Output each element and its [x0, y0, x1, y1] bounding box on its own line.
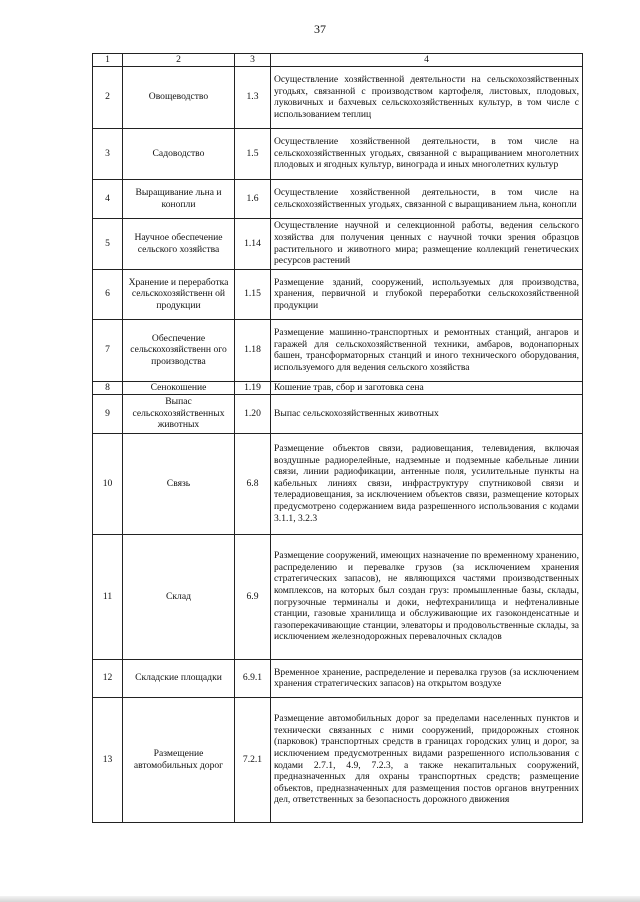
row-number: 13 — [93, 697, 123, 822]
land-use-name: Хранение и переработка сельскохозяйственн ой продукции — [123, 269, 235, 319]
land-use-code: 1.19 — [235, 381, 271, 394]
table-header-row — [93, 54, 583, 67]
land-use-code: 6.8 — [235, 433, 271, 534]
row-number: 2 — [93, 66, 123, 128]
table-row — [93, 269, 583, 319]
land-use-description: Размещение сооружений, имеющих назначение по временному хранению, распределению и перевалке грузов (за исключением хранения стратегических запасов), не являющихся частями производственных комплексов, на которых был создан груз: промышленные базы, склады, погрузочные терминалы и доки, нефтехранилища и нефтеналивные станции, газовые хранилища и обслуживающие их газоконденсатные и газоперекачивающие станции, элеваторы и продовольственные склады, за исключением железнодорожных перевалочных складов — [271, 534, 583, 659]
table-row — [93, 381, 583, 394]
row-number: 4 — [93, 179, 123, 218]
table-row — [93, 534, 583, 659]
header-col-4: 4 — [271, 54, 583, 67]
table-row — [93, 218, 583, 269]
land-use-description: Кошение трав, сбор и заготовка сена — [271, 381, 583, 394]
table-row — [93, 179, 583, 218]
row-number: 10 — [93, 433, 123, 534]
land-use-description: Размещение объектов связи, радиовещания, телевидения, включая воздушные радиорелейные, надземные и подземные кабельные линии связи, линии радиофикации, антенные поля, усилительные пункты на кабельных линиях связи, инфраструктуру спутниковой связи и телерадиовещания, за исключением объектов связи, размещение которых предусмотрено содержанием вида разрешенного использования с кодами 3.1.1, 3.2.3 — [271, 433, 583, 534]
table-row — [93, 394, 583, 433]
land-use-name: Овощеводство — [123, 66, 235, 128]
table-row — [93, 319, 583, 381]
land-use-code: 6.9.1 — [235, 659, 271, 697]
table-row — [93, 697, 583, 822]
land-use-name: Садоводство — [123, 128, 235, 179]
land-use-code: 1.20 — [235, 394, 271, 433]
table-row — [93, 128, 583, 179]
row-number: 9 — [93, 394, 123, 433]
land-use-name: Выращивание льна и конопли — [123, 179, 235, 218]
row-number: 6 — [93, 269, 123, 319]
land-use-description: Осуществление хозяйственной деятельности на сельскохозяйственных угодьях, связанной с производством картофеля, листовых, плодовых, луковичных и бахчевых сельскохозяйственных культур, в том числе с использованием теплиц — [271, 66, 583, 128]
land-use-name: Выпас сельскохозяйственных животных — [123, 394, 235, 433]
land-use-code: 6.9 — [235, 534, 271, 659]
land-use-name: Складские площадки — [123, 659, 235, 697]
row-number: 8 — [93, 381, 123, 394]
table-row — [93, 659, 583, 697]
land-use-code: 1.5 — [235, 128, 271, 179]
land-use-description: Осуществление научной и селекционной работы, ведения сельского хозяйства для получения ценных с научной точки зрения образцов растительного и животного мира; размещение коллекций генетических ресурсов растений — [271, 218, 583, 269]
land-use-code: 1.15 — [235, 269, 271, 319]
land-use-description: Выпас сельскохозяйственных животных — [271, 394, 583, 433]
land-use-description: Размещение автомобильных дорог за пределами населенных пунктов и технически связанных с ними сооружений, придорожных стоянок (парковок) транспортных средств в границах городских улиц и дорог, за исключением предусмотренных видами разрешенного использования с кодами 2.7.1, 4.9, 7.2.3, а также некапитальных сооружений, предназначенных для охраны транспортных средств; размещение объектов, предназначенных для размещения постов органов внутренних дел, ответственных за безопасность дорожного движения — [271, 697, 583, 822]
land-use-code: 7.2.1 — [235, 697, 271, 822]
header-col-1: 1 — [93, 54, 123, 67]
land-use-name: Обеспечение сельскохозяйственн ого производства — [123, 319, 235, 381]
land-use-name: Научное обеспечение сельского хозяйства — [123, 218, 235, 269]
land-use-code: 1.18 — [235, 319, 271, 381]
land-use-table — [92, 53, 583, 823]
row-number: 5 — [93, 218, 123, 269]
land-use-description: Осуществление хозяйственной деятельности, в том числе на сельскохозяйственных угодьях, связанной с выращиванием льна, конопли — [271, 179, 583, 218]
table-row — [93, 66, 583, 128]
row-number: 3 — [93, 128, 123, 179]
row-number: 12 — [93, 659, 123, 697]
land-use-description: Временное хранение, распределение и перевалка грузов (за исключением хранения стратегических запасов) на открытом воздухе — [271, 659, 583, 697]
land-use-name: Сенокошение — [123, 381, 235, 394]
land-use-code: 1.3 — [235, 66, 271, 128]
land-use-description: Размещение машинно-транспортных и ремонтных станций, ангаров и гаражей для сельскохозяйственной техники, амбаров, водонапорных башен, трансформаторных станций и иного технического оборудования, используемого для ведения сельского хозяйства — [271, 319, 583, 381]
header-col-3: 3 — [235, 54, 271, 67]
table-row — [93, 433, 583, 534]
land-use-code: 1.14 — [235, 218, 271, 269]
land-use-code: 1.6 — [235, 179, 271, 218]
page-number: 37 — [314, 22, 326, 36]
page-bottom-edge — [0, 896, 640, 902]
land-use-name: Склад — [123, 534, 235, 659]
land-use-name: Связь — [123, 433, 235, 534]
row-number: 7 — [93, 319, 123, 381]
header-col-2: 2 — [123, 54, 235, 67]
row-number: 11 — [93, 534, 123, 659]
land-use-description: Размещение зданий, сооружений, используемых для производства, хранения, первичной и глубокой переработки сельскохозяйственной продукции — [271, 269, 583, 319]
land-use-description: Осуществление хозяйственной деятельности, в том числе на сельскохозяйственных угодьях, связанной с выращиванием многолетних плодовых и ягодных культур, винограда и иных многолетних культур — [271, 128, 583, 179]
land-use-name: Размещение автомобильных дорог — [123, 697, 235, 822]
